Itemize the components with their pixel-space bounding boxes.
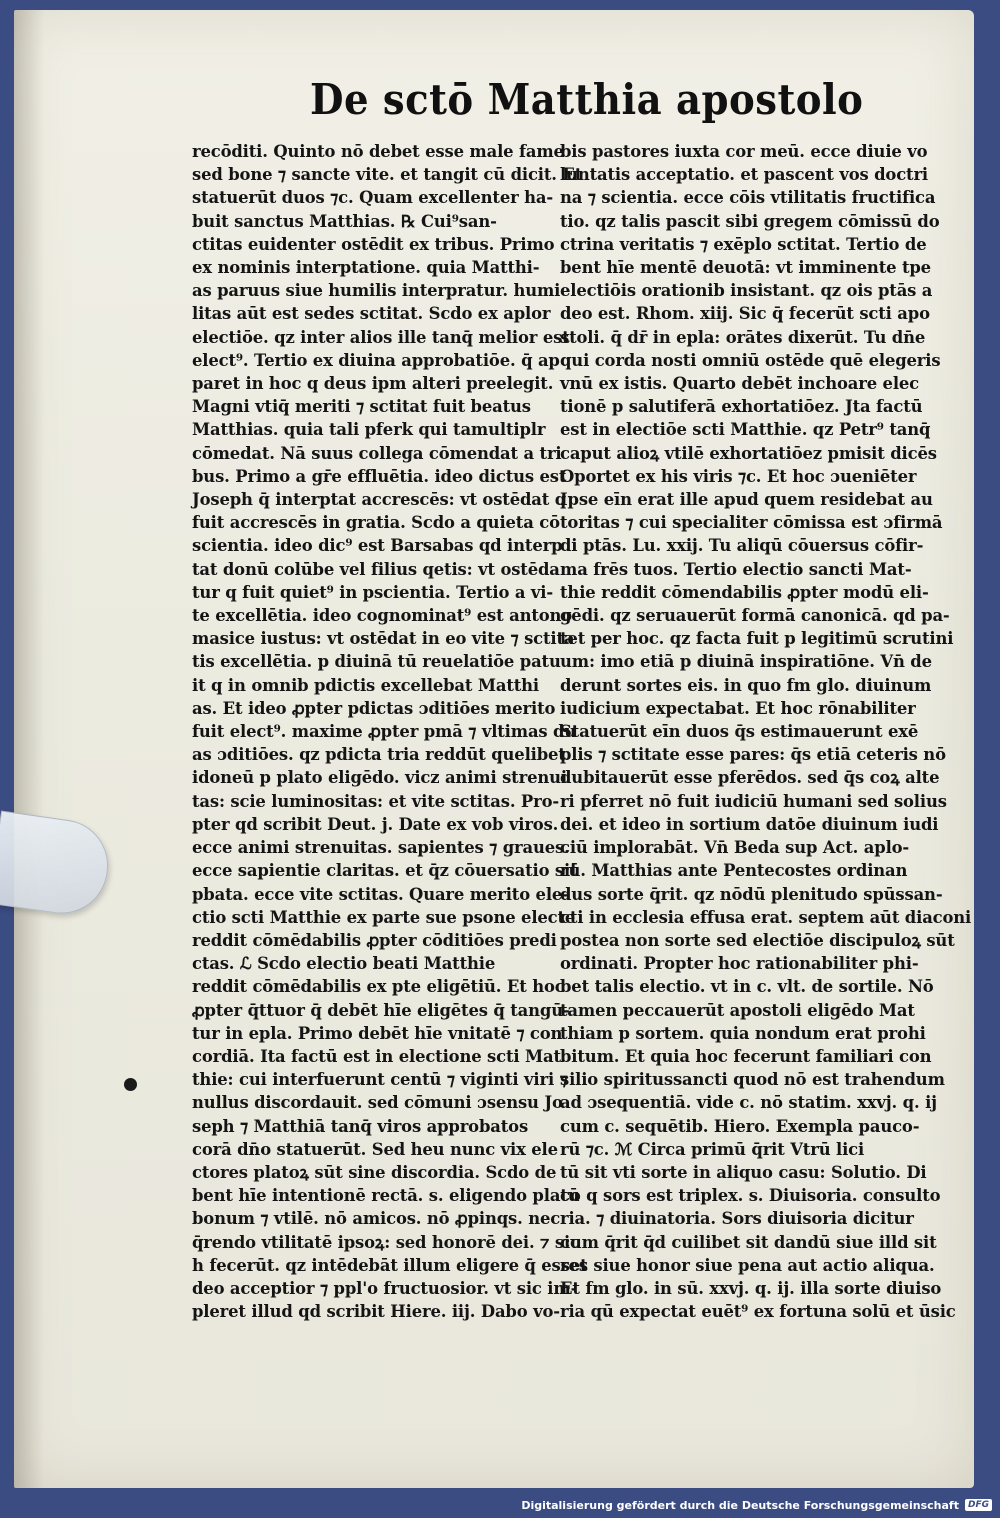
text-line: seph ⁊ Matthiā tanq̄ viros approbatos — [192, 1116, 529, 1136]
text-column-left — [192, 140, 588, 1323]
text-line: ecce sapientie claritas. et q̄z cōuersatio sit — [192, 861, 578, 881]
text-line: cum q̄rit q̄d cuilibet sit dandū siue illd sit — [560, 1232, 937, 1252]
text-line: derunt sortes eis. in quo fm glo. diuinum — [560, 675, 932, 695]
text-line: electiōe. qz inter alios ille tanq̄ melior est — [192, 327, 570, 347]
text-line: silio spiritussancti quod nō est trahendum — [560, 1070, 945, 1090]
text-line: bus. Primo a gr̄e effluētia. ideo dictus est — [192, 466, 567, 486]
text-line: buit sanctus Matthias. ℞ Cui⁹san- — [192, 211, 497, 231]
text-line: pter qd scribit Deut. j. Date ex vob viros. — [192, 814, 559, 834]
text-line: as paruus siue humilis interpratur. humi — [192, 281, 561, 301]
text-line: caput alioꝝ vtilē exhortatiōez pmisit dicēs — [560, 443, 937, 463]
text-line: um: imo etiā p diuinā inspiratiōne. Vn̄ de — [560, 652, 932, 672]
text-line: dubitauerūt esse pferēdos. sed q̄s coꝝ alte — [560, 768, 940, 788]
text-line: rū ⁊c. ℳ Circa primū q̄rit Vtrū lici — [560, 1139, 865, 1159]
text-line: ꝓpter q̄ttuor q̄ debēt hīe eligētes q̄ tangū- — [192, 1000, 570, 1020]
credit-text: Digitalisierung gefördert durch die Deutsche Forschungsgemeinschaft — [521, 1498, 959, 1512]
text-line: idoneū p plato eligēdo. vicz animi strenui — [192, 768, 567, 788]
text-line: ordinati. Propter hoc rationabiliter phi- — [560, 954, 919, 974]
text-line: res siue honor siue pena aut actio aliqua. — [560, 1255, 935, 1275]
page-gutter-shadow — [14, 10, 44, 1488]
text-line: tamen peccauerūt apostoli eligēdo Mat — [560, 1000, 915, 1020]
page-title: De sctō Matthia apostolo — [310, 74, 864, 124]
text-line: h fecerūt. qz intēdebāt illum eligere q̄ esset — [192, 1255, 588, 1275]
text-line: dus sorte q̄rit. qz nōdū plenitudo spūssan- — [560, 884, 943, 904]
text-line: as. Et ideo ꝓpter pdictas ɔditiōes merito — [192, 698, 556, 718]
text-line: stoli. q̄ dr̄ in epla: orātes dixerūt. Tu dn̄e — [560, 327, 926, 347]
text-line: sed bone ⁊ sancte vite. et tangit cū dicit. Et — [192, 165, 583, 185]
text-line: fuit elect⁹. maxime ꝓpter pmā ⁊ vltimas du — [192, 722, 577, 742]
text-line: rū. Matthias ante Pentecostes ordinan — [560, 861, 908, 881]
text-line: deo acceptior ⁊ ppl'o fructuosior. vt sic im- — [192, 1278, 578, 1298]
digitization-credit — [521, 1496, 992, 1514]
text-line: co q sors est triplex. s. Diuisoria. consulto — [560, 1186, 941, 1206]
text-line: cōmedat. Nā suus collega cōmendat a tri — [192, 443, 562, 463]
text-line: reddit cōmēdabilis ex pte eligētiū. Et hoc — [192, 977, 565, 997]
text-line: tū sit vti sorte in aliquo casu: Solutio. Di — [560, 1162, 927, 1182]
text-line: bent hīe mentē deuotā: vt imminente tpe — [560, 258, 931, 278]
text-line: ctas. ℒ Scdo electio beati Matthie — [192, 954, 496, 974]
text-line: paret in hoc q deus ipm alteri preelegit. — [192, 374, 554, 394]
text-line: bet talis electio. vt in c. vlt. de sortile. Nō — [560, 977, 934, 997]
text-line: electiōis orationib insistant. qz ois ptās a — [560, 281, 933, 301]
text-line: as ɔditiōes. qz pdicta tria reddūt quelibet — [192, 745, 566, 765]
text-line: pbata. ecce vite sctitas. Quare merito ele- — [192, 884, 569, 904]
text-line: Ipse eīn erat ille apud quem residebat au — [560, 490, 933, 510]
text-line: est in electiōe scti Matthie. qz Petr⁹ tanq̄ — [560, 420, 931, 440]
text-line: plis ⁊ sctitate esse pares: q̄s etiā ceteris nō — [560, 745, 946, 765]
ink-dot-mark — [124, 1078, 137, 1091]
text-line: Magni vtiq̄ meriti ⁊ sctitat fuit beatus — [192, 397, 531, 417]
text-line: bent hīe intentionē rectā. s. eligendo platū — [192, 1186, 580, 1206]
text-line: ctrina veritatis ⁊ exēplo sctitat. Tertio de — [560, 234, 927, 254]
dfg-logo: DFG — [965, 1499, 992, 1511]
text-line: di ptās. Lu. xxij. Tu aliqū cōuersus cōfir- — [560, 536, 924, 556]
text-line: tio. qz talis pascit sibi gregem cōmissū do — [560, 211, 940, 231]
text-line: thie reddit cōmendabilis ꝓpter modū eli- — [560, 582, 929, 602]
text-line: ad ɔsequentiā. vide c. nō statim. xxvj. q. ij — [560, 1093, 937, 1113]
text-line: thiam p sortem. quia nondum erat prohi — [560, 1023, 926, 1043]
text-line: tas: scie luminositas: et vite sctitas. Pro- — [192, 791, 560, 811]
text-line: bis pastores iuxta cor meū. ecce diuie vo — [560, 142, 928, 161]
text-line: nullus discordauit. sed cōmuni ɔsensu Jo — [192, 1093, 563, 1113]
text-line: tur q fuit quiet⁹ in pscientia. Tertio a vi- — [192, 582, 553, 602]
text-line: te excellētia. ideo cognominat⁹ est antono — [192, 606, 573, 626]
text-line: scientia. ideo dic⁹ est Barsabas qd interp — [192, 536, 563, 556]
text-line: tis excellētia. p diuinā tū reuelatiōe patu — [192, 652, 561, 672]
text-line: ri pferret nō fuit iudiciū humani sed solius — [560, 791, 947, 811]
text-line: bitum. Et quia hoc fecerunt familiari con — [560, 1046, 932, 1066]
text-line: deo est. Rhom. xiij. Sic q̄ fecerūt scti apo — [560, 304, 930, 324]
text-line: luntatis acceptatio. et pascent vos doctri — [560, 165, 929, 185]
text-line: reddit cōmēdabilis ꝓpter cōditiōes predi — [192, 930, 557, 950]
text-line: ctitas euidenter ostēdit ex tribus. Primo — [192, 234, 555, 254]
text-line: ria. ⁊ diuinatoria. Sors diuisoria dicitur — [560, 1209, 914, 1229]
text-line: recōditi. Quinto nō debet esse male fame — [192, 142, 564, 161]
text-line: thie: cui interfuerunt centū ⁊ viginti viri ⁊ — [192, 1070, 568, 1090]
text-line: qui corda nosti omniū ostēde quē elegeris — [560, 350, 941, 370]
text-line: it q in omnib pdictis excellebat Matthi — [192, 675, 540, 695]
text-line: fuit accrescēs in gratia. Scdo a quieta cō — [192, 513, 560, 533]
text-column-right — [560, 140, 972, 1323]
text-line: postea non sorte sed electiōe discipuloꝝ sūt — [560, 930, 955, 950]
text-line: Statuerūt eīn duos q̄s estimauerunt exē — [560, 722, 919, 742]
text-line: cordiā. Ita factū est in electione scti Mat — [192, 1046, 561, 1066]
text-line: gēdi. qz seruauerūt formā canonicā. qd pa- — [560, 606, 950, 626]
text-line: tionē p salutiferā exhortatiōez. Jta factū — [560, 397, 923, 417]
text-line: masice iustus: vt ostēdat in eo vite ⁊ sctita — [192, 629, 575, 649]
text-line: ctores platoꝝ sūt sine discordia. Scdo de — [192, 1162, 557, 1182]
text-line: cum c. sequētib. Hiero. Exempla pauco- — [560, 1116, 920, 1136]
text-line: cti in ecclesia effusa erat. septem aūt diaconi — [560, 907, 972, 927]
text-line: ecce animi strenuitas. sapientes ⁊ graues. — [192, 838, 570, 858]
text-line: ciū implorabāt. Vn̄ Beda sup Act. aplo- — [560, 838, 910, 858]
text-line: toritas ⁊ cui specialiter cōmissa est ɔfirmā — [560, 513, 943, 533]
text-line: vnū ex istis. Quarto debēt inchoare elec — [560, 374, 920, 394]
text-line: Matthias. quia tali pferk qui tamultiplr — [192, 420, 546, 440]
text-line: tur in epla. Primo debēt hīe vnitatē ⁊ con — [192, 1023, 563, 1043]
text-line: ctio scti Matthie ex parte sue psone electe — [192, 907, 576, 927]
text-line: na ⁊ scientia. ecce cōis vtilitatis fructifica — [560, 188, 936, 208]
text-line: ria qū expectat euēt⁹ ex fortuna solū et ūsic — [560, 1302, 956, 1322]
text-line: tet per hoc. qz facta fuit p legitimū scrutini — [560, 629, 954, 649]
text-line: Et fm glo. in sū. xxvj. q. ij. illa sorte diuiso — [560, 1278, 942, 1298]
text-line: statuerūt duos ⁊c. Quam excellenter ha- — [192, 188, 554, 208]
text-line: Oportet ex his viris ⁊c. Et hoc ɔueniēter — [560, 466, 917, 486]
text-line: Joseph q̄ interptat accrescēs: vt ostēdat q — [192, 490, 567, 510]
page-header — [296, 64, 864, 134]
text-line: iudicium expectabat. Et hoc rōnabiliter — [560, 698, 916, 718]
text-line: tat donū colūbe vel filius qetis: vt ostēda — [192, 559, 560, 579]
text-line: q̄rendo vtilitatē ipsoꝝ: sed honorē dei. ⁊ sic — [192, 1232, 580, 1252]
text-line: litas aūt est sedes sctitat. Scdo ex aplor — [192, 304, 551, 324]
text-line: dei. et ideo in sortium datōe diuinum iudi — [560, 814, 939, 834]
text-line: ma frēs tuos. Tertio electio sancti Mat- — [560, 559, 912, 579]
text-line: corā dn̄o statuerūt. Sed heu nunc vix ele — [192, 1139, 558, 1159]
text-line: pleret illud qd scribit Hiere. iij. Dabo vo- — [192, 1302, 560, 1322]
text-line: ex nominis interptatione. quia Matthi- — [192, 258, 540, 278]
text-line: bonum ⁊ vtilē. nō amicos. nō ꝓpinqs. nec — [192, 1209, 561, 1229]
text-line: elect⁹. Tertio ex diuina approbatiōe. q̄ ap — [192, 350, 560, 370]
